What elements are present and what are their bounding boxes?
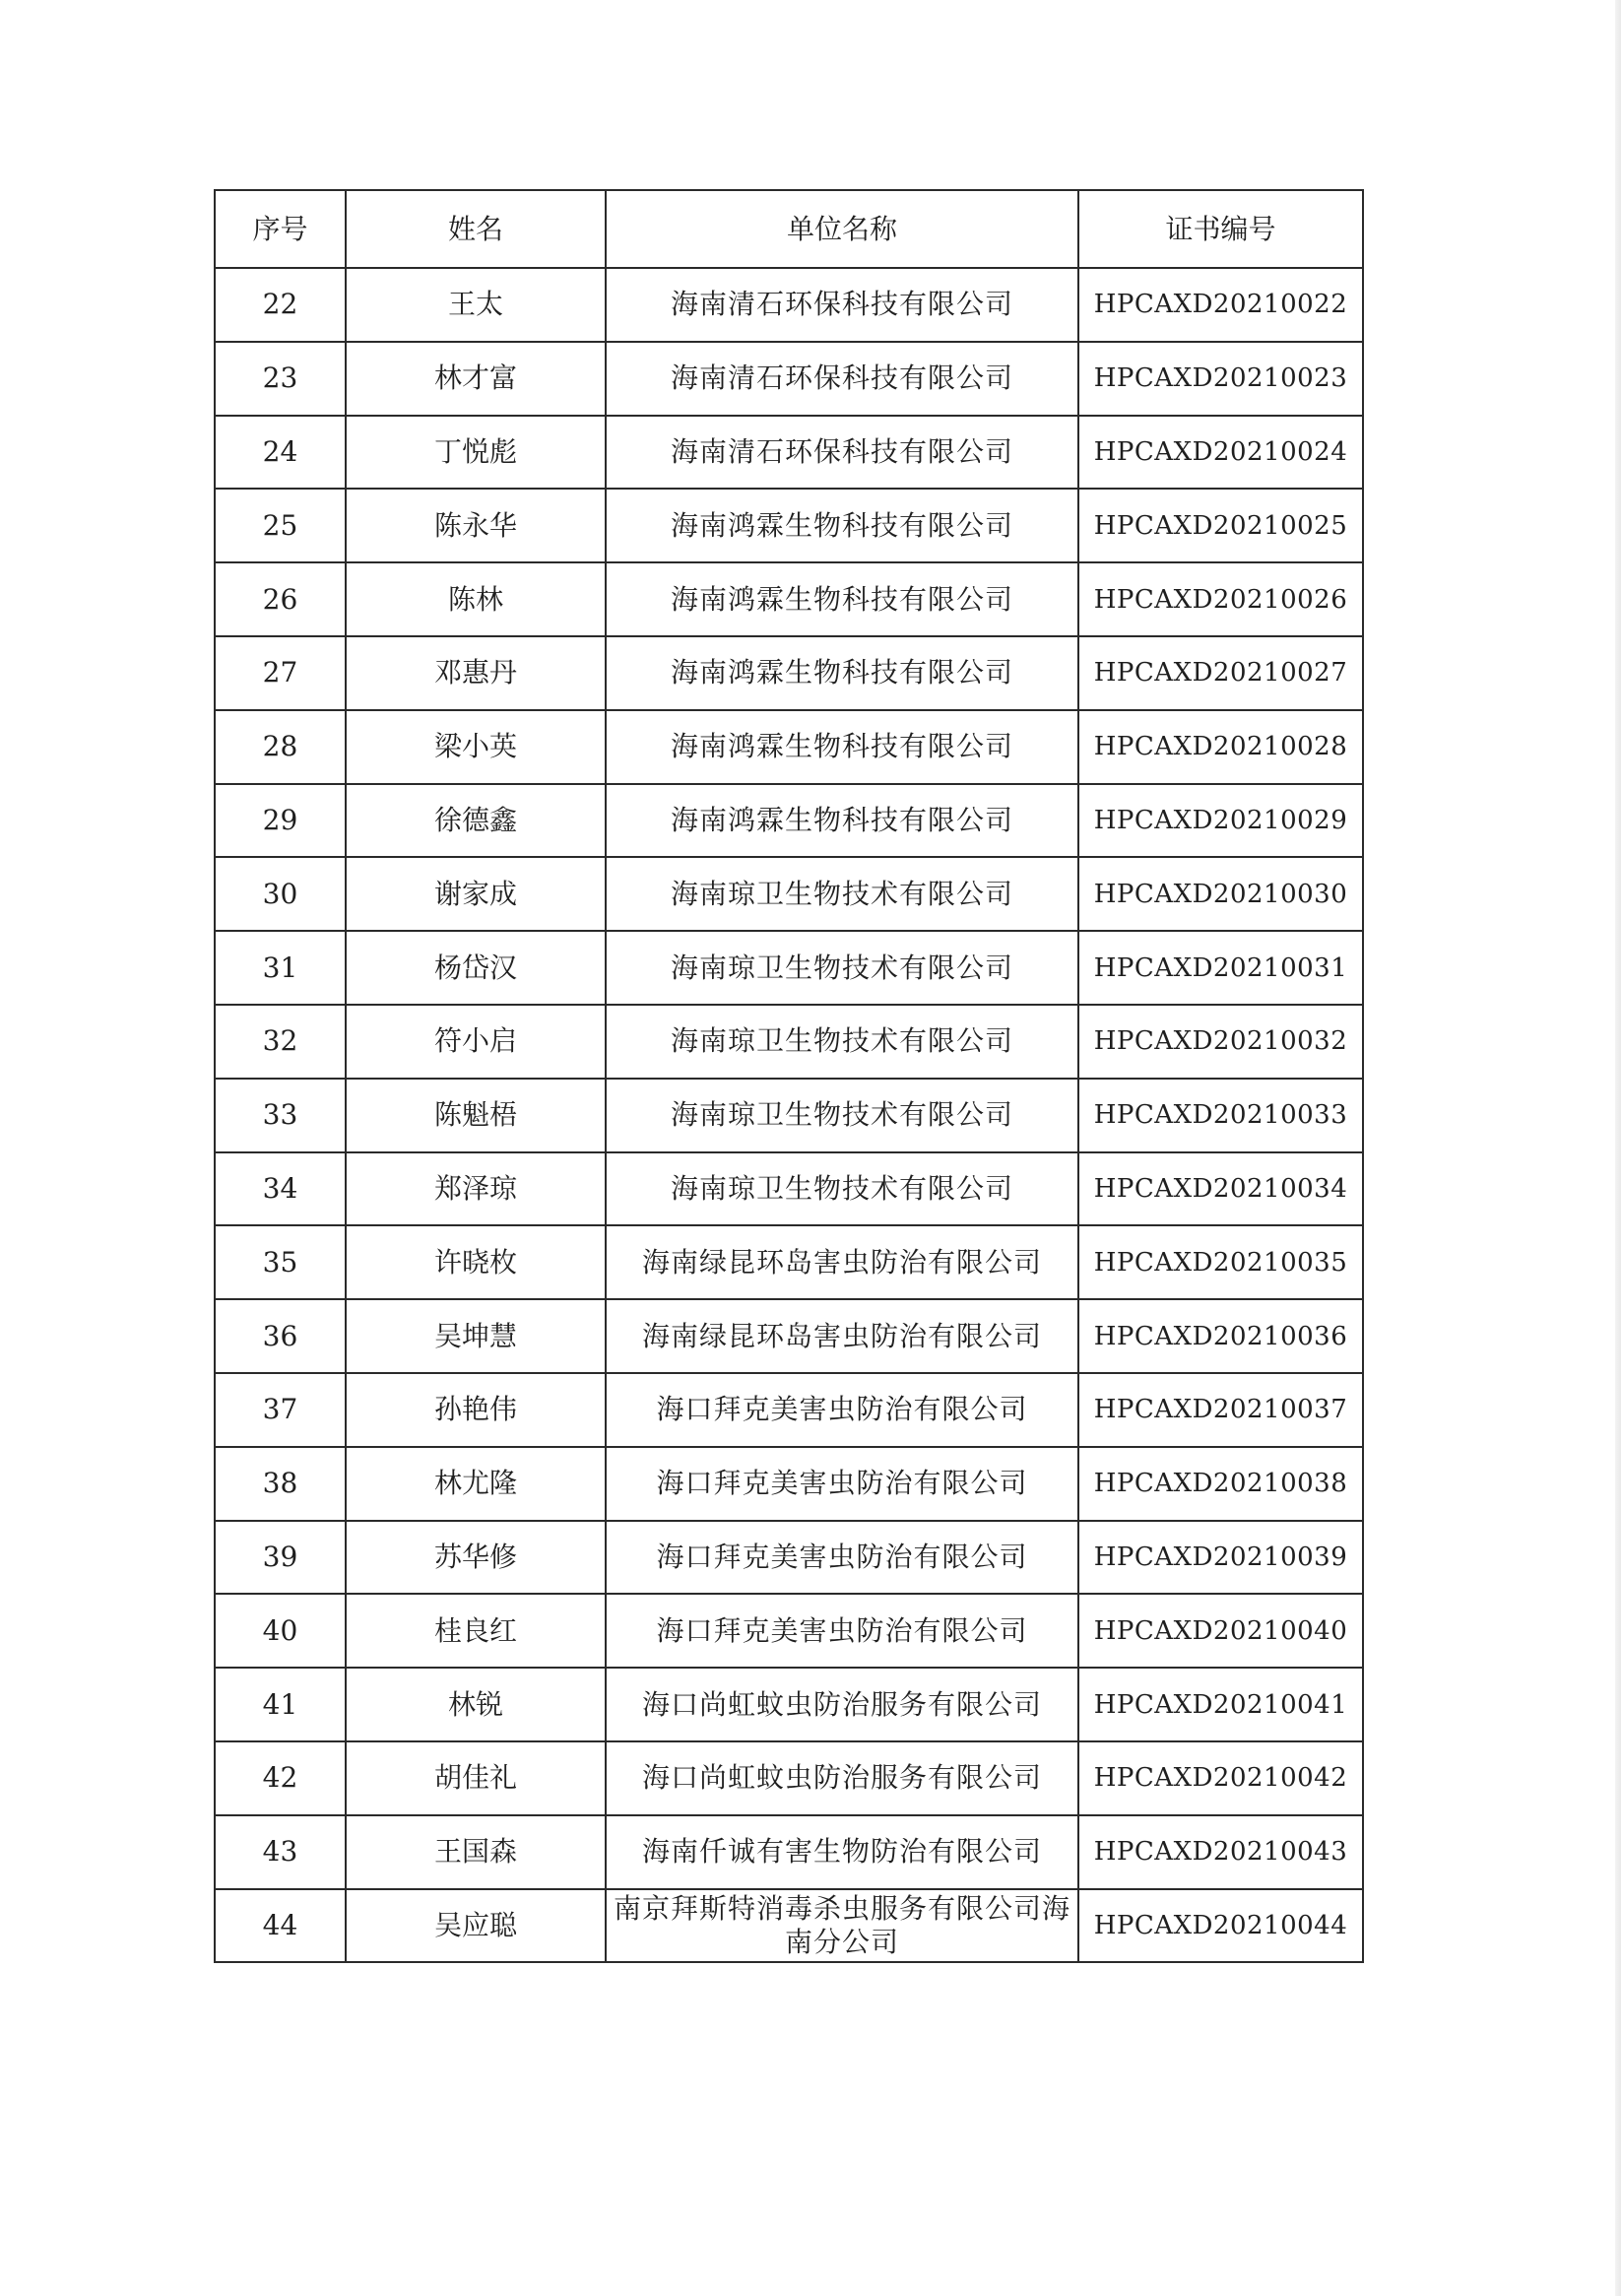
- page-edge-shadow: [1615, 0, 1621, 2296]
- table-row: [215, 342, 1363, 416]
- cell-org: 海口拜克美害虫防治有限公司: [606, 1447, 1078, 1521]
- cell-name: 苏华修: [346, 1521, 606, 1595]
- table-row: [215, 1079, 1363, 1152]
- cell-cert: HPCAXD20210042: [1078, 1741, 1363, 1815]
- cell-seq: 38: [215, 1447, 346, 1521]
- cell-seq: 36: [215, 1299, 346, 1373]
- cell-org: 海南鸿霖生物科技有限公司: [606, 489, 1078, 562]
- header-org: 单位名称: [606, 190, 1078, 268]
- cell-seq: 23: [215, 342, 346, 416]
- cell-org: 海南琼卫生物技术有限公司: [606, 1005, 1078, 1079]
- cell-cert: HPCAXD20210033: [1078, 1079, 1363, 1152]
- table-row: [215, 784, 1363, 858]
- cell-org: 海口拜克美害虫防治有限公司: [606, 1521, 1078, 1595]
- header-name: 姓名: [346, 190, 606, 268]
- table-row: [215, 1225, 1363, 1299]
- table-row: [215, 1594, 1363, 1668]
- cell-cert: HPCAXD20210040: [1078, 1594, 1363, 1668]
- cell-cert: HPCAXD20210029: [1078, 784, 1363, 858]
- cell-cert: HPCAXD20210036: [1078, 1299, 1363, 1373]
- table-row: [215, 1373, 1363, 1447]
- cell-cert: HPCAXD20210022: [1078, 268, 1363, 342]
- cell-name: 胡佳礼: [346, 1741, 606, 1815]
- cell-name: 陈魁梧: [346, 1079, 606, 1152]
- cell-cert: HPCAXD20210039: [1078, 1521, 1363, 1595]
- table-row: [215, 1668, 1363, 1741]
- cell-cert: HPCAXD20210035: [1078, 1225, 1363, 1299]
- cell-org: 海口尚虹蚊虫防治服务有限公司: [606, 1668, 1078, 1741]
- cell-cert: HPCAXD20210027: [1078, 636, 1363, 710]
- table-row: [215, 489, 1363, 562]
- cell-name: 梁小英: [346, 710, 606, 784]
- cell-name: 王太: [346, 268, 606, 342]
- cell-name: 邓惠丹: [346, 636, 606, 710]
- cell-seq: 43: [215, 1815, 346, 1889]
- table-row: [215, 710, 1363, 784]
- cell-org: 海南绿昆环岛害虫防治有限公司: [606, 1299, 1078, 1373]
- cell-name: 吴坤慧: [346, 1299, 606, 1373]
- cell-name: 谢家成: [346, 857, 606, 931]
- cell-org: 海南鸿霖生物科技有限公司: [606, 562, 1078, 636]
- cell-org: 海南清石环保科技有限公司: [606, 342, 1078, 416]
- cell-name: 丁悦彪: [346, 416, 606, 490]
- cell-org: 南京拜斯特消毒杀虫服务有限公司海南分公司: [606, 1889, 1078, 1963]
- cell-cert: HPCAXD20210031: [1078, 931, 1363, 1005]
- cell-seq: 22: [215, 268, 346, 342]
- cell-cert: HPCAXD20210034: [1078, 1152, 1363, 1226]
- table-row: [215, 636, 1363, 710]
- cell-seq: 32: [215, 1005, 346, 1079]
- cell-name: 郑泽琼: [346, 1152, 606, 1226]
- cell-name: 陈林: [346, 562, 606, 636]
- cell-seq: 30: [215, 857, 346, 931]
- header-seq: 序号: [215, 190, 346, 268]
- cell-seq: 26: [215, 562, 346, 636]
- cell-name: 孙艳伟: [346, 1373, 606, 1447]
- cell-seq: 27: [215, 636, 346, 710]
- cell-seq: 41: [215, 1668, 346, 1741]
- cell-cert: HPCAXD20210032: [1078, 1005, 1363, 1079]
- cell-org: 海南清石环保科技有限公司: [606, 416, 1078, 490]
- cell-seq: 24: [215, 416, 346, 490]
- cell-org: 海南仟诚有害生物防治有限公司: [606, 1815, 1078, 1889]
- cell-name: 林才富: [346, 342, 606, 416]
- cell-cert: HPCAXD20210028: [1078, 710, 1363, 784]
- cell-cert: HPCAXD20210026: [1078, 562, 1363, 636]
- cell-org: 海口拜克美害虫防治有限公司: [606, 1373, 1078, 1447]
- header-row: [215, 190, 1363, 268]
- cell-name: 符小启: [346, 1005, 606, 1079]
- cell-cert: HPCAXD20210038: [1078, 1447, 1363, 1521]
- cell-name: 陈永华: [346, 489, 606, 562]
- cell-org: 海南清石环保科技有限公司: [606, 268, 1078, 342]
- cell-name: 林锐: [346, 1668, 606, 1741]
- cell-name: 杨岱汉: [346, 931, 606, 1005]
- cell-cert: HPCAXD20210024: [1078, 416, 1363, 490]
- cell-org: 海南鸿霖生物科技有限公司: [606, 784, 1078, 858]
- cell-seq: 42: [215, 1741, 346, 1815]
- cell-cert: HPCAXD20210025: [1078, 489, 1363, 562]
- table-row: [215, 1521, 1363, 1595]
- cell-org: 海南琼卫生物技术有限公司: [606, 931, 1078, 1005]
- table-row: [215, 1447, 1363, 1521]
- table-row: [215, 1815, 1363, 1889]
- cell-org: 海南鸿霖生物科技有限公司: [606, 636, 1078, 710]
- cell-seq: 25: [215, 489, 346, 562]
- table-row: [215, 1152, 1363, 1226]
- cell-cert: HPCAXD20210023: [1078, 342, 1363, 416]
- table-header: [215, 190, 1363, 268]
- cell-org: 海南绿昆环岛害虫防治有限公司: [606, 1225, 1078, 1299]
- cell-seq: 37: [215, 1373, 346, 1447]
- table-row: [215, 931, 1363, 1005]
- table-row: [215, 1299, 1363, 1373]
- cell-name: 徐德鑫: [346, 784, 606, 858]
- cell-seq: 40: [215, 1594, 346, 1668]
- cell-seq: 33: [215, 1079, 346, 1152]
- cell-org: 海南琼卫生物技术有限公司: [606, 1152, 1078, 1226]
- cell-name: 许晓枚: [346, 1225, 606, 1299]
- cell-cert: HPCAXD20210030: [1078, 857, 1363, 931]
- cell-name: 桂良红: [346, 1594, 606, 1668]
- cell-seq: 44: [215, 1889, 346, 1963]
- cell-cert: HPCAXD20210041: [1078, 1668, 1363, 1741]
- table-row: [215, 562, 1363, 636]
- cell-org: 海南琼卫生物技术有限公司: [606, 1079, 1078, 1152]
- table-row: [215, 416, 1363, 490]
- cell-org: 海南琼卫生物技术有限公司: [606, 857, 1078, 931]
- table-row: [215, 268, 1363, 342]
- table-row: [215, 1889, 1363, 1963]
- cell-seq: 35: [215, 1225, 346, 1299]
- cell-cert: HPCAXD20210037: [1078, 1373, 1363, 1447]
- cell-seq: 34: [215, 1152, 346, 1226]
- header-cert: 证书编号: [1078, 190, 1363, 268]
- cell-seq: 29: [215, 784, 346, 858]
- cell-name: 吴应聪: [346, 1889, 606, 1963]
- cell-cert: HPCAXD20210043: [1078, 1815, 1363, 1889]
- cell-org: 海口尚虹蚊虫防治服务有限公司: [606, 1741, 1078, 1815]
- table-row: [215, 1741, 1363, 1815]
- table-row: [215, 857, 1363, 931]
- table-body: [215, 268, 1363, 1962]
- cell-name: 林尤隆: [346, 1447, 606, 1521]
- cell-seq: 39: [215, 1521, 346, 1595]
- cell-org: 海口拜克美害虫防治有限公司: [606, 1594, 1078, 1668]
- cell-seq: 31: [215, 931, 346, 1005]
- table-row: [215, 1005, 1363, 1079]
- cell-name: 王国森: [346, 1815, 606, 1889]
- cell-seq: 28: [215, 710, 346, 784]
- certificate-table: [214, 189, 1364, 1963]
- cell-org: 海南鸿霖生物科技有限公司: [606, 710, 1078, 784]
- cell-cert: HPCAXD20210044: [1078, 1889, 1363, 1963]
